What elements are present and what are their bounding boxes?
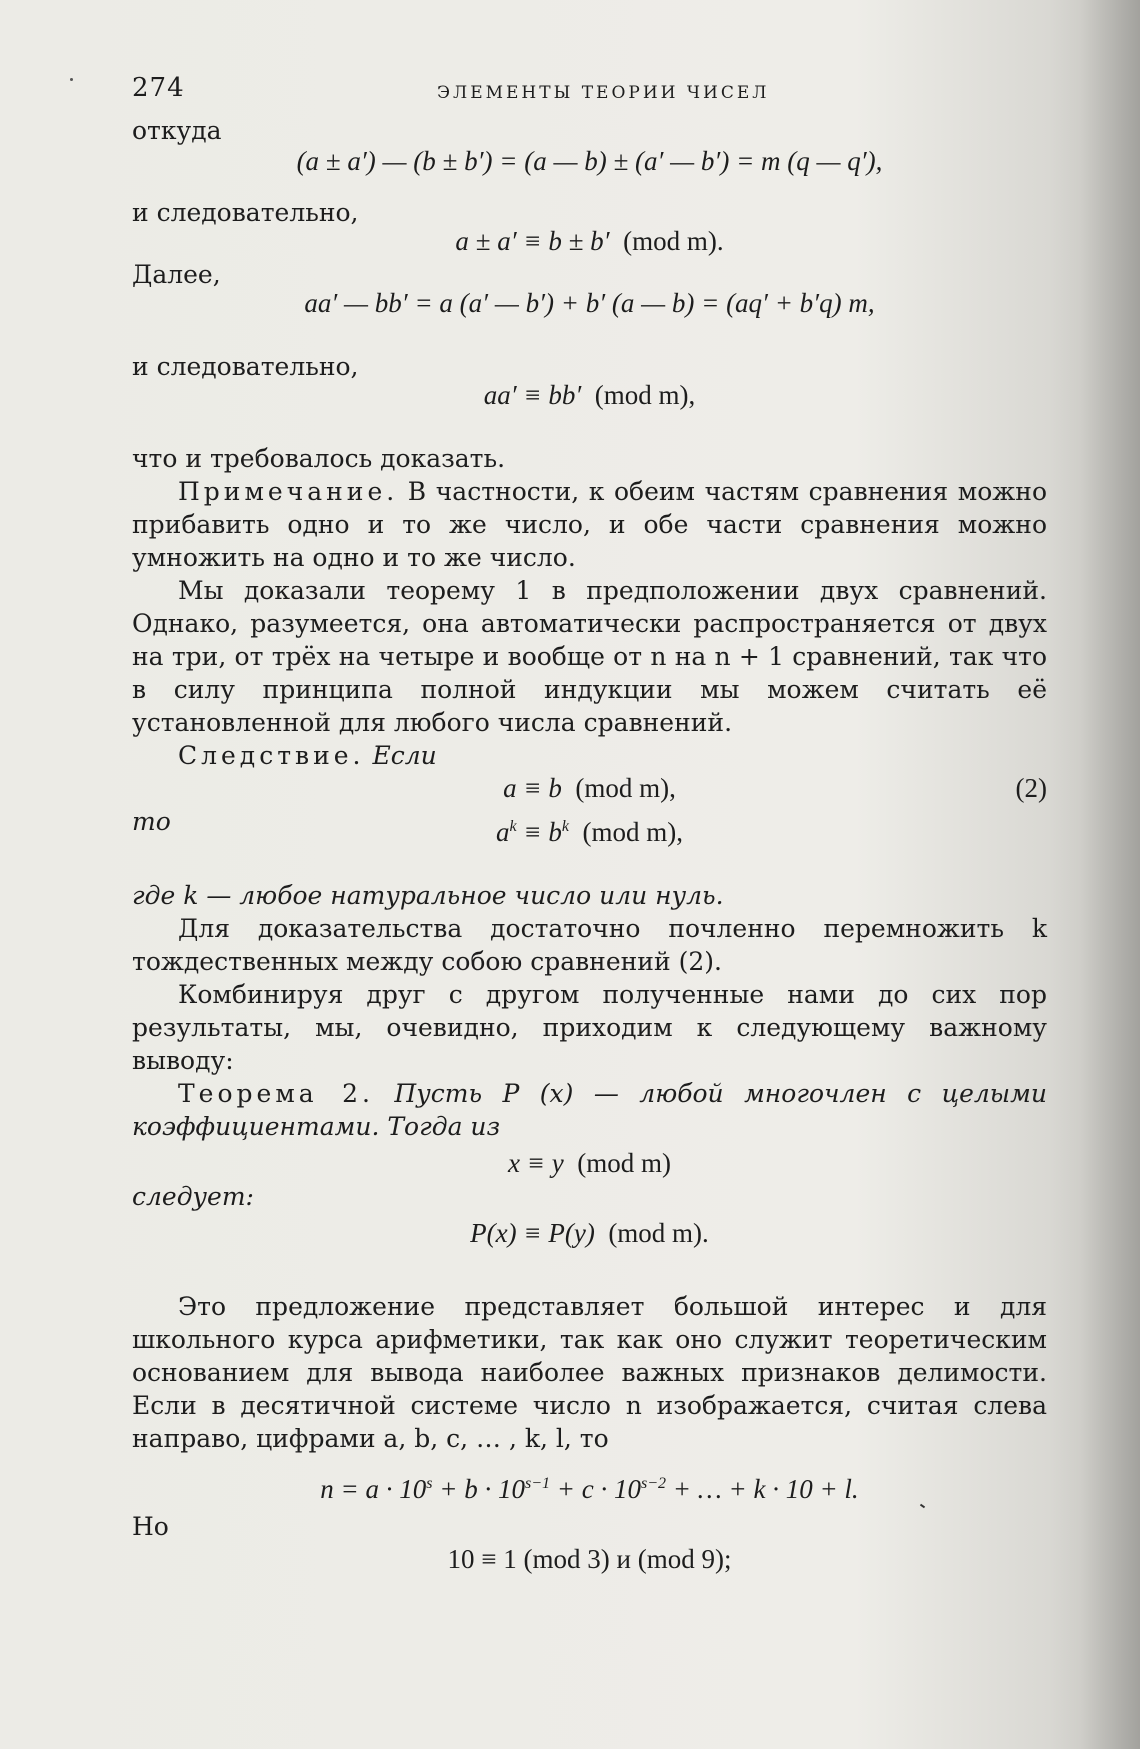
formula-6-base: a xyxy=(496,817,510,847)
paragraph: Комбинируя друг с другом полученные нами до сих пор результаты, мы, очевидно, приходим к следующему важному выводу: xyxy=(132,980,1047,1075)
theorem-paragraph xyxy=(132,1077,1047,1143)
corollary-if: Если xyxy=(364,741,437,770)
text-line: что и требовалось доказать. xyxy=(132,444,506,473)
formula-4-mod: (mod m), xyxy=(594,380,696,410)
formula-8 xyxy=(132,1217,1047,1250)
formula-2 xyxy=(132,225,1047,258)
paragraph: Для доказательства достаточно почленно перемножить k тождественных между собою сравнений (2). xyxy=(132,914,1047,976)
formula-10: 10 ≡ 1 (mod 3) и (mod 9); xyxy=(447,1544,732,1574)
formula-9 xyxy=(132,1473,1047,1506)
scan-speck xyxy=(70,78,73,81)
formula-5-body: a ≡ b xyxy=(503,773,562,803)
formula-6-mod: (mod m), xyxy=(582,817,683,847)
paragraph: Это предложение представляет большой интерес и для школьного курса арифметики, так как оно служит теоретическим основанием для вывода наиболее важных признаков делимости. Если в десятичной системе число n изображается, считая слева направо, цифрами a, b, c, … , k, l, то xyxy=(132,1292,1047,1453)
remark-paragraph xyxy=(132,475,1047,574)
remark-text: В частности, к обеим частям сравнения можно прибавить одно и то же число, и обе части сравнения можно умножить на одно и то же число. xyxy=(132,477,1047,572)
formula-5-mod: (mod m), xyxy=(575,773,676,803)
text-line: откуда xyxy=(132,116,222,145)
formula-8-body: P(x) ≡ P(y) xyxy=(470,1218,595,1248)
paragraph: Мы доказали теорему 1 в предположении двух сравнений. Однако, разумеется, она автоматически распространяется от двух на три, от трёх на четыре и вообще от n на n + 1 сравнений, так что в силу принципа полной индукции мы можем считать её установленной для любого числа сравнений. xyxy=(132,576,1047,737)
theorem-text: Пусть P (x) — любой многочлен с целыми коэффициентами. Тогда из xyxy=(132,1079,1047,1141)
remark-label: Примечание. xyxy=(178,477,399,506)
formula-3: aa′ — bb′ = a (a′ — b′) + b′ (a — b) = (aq′ + b′q) m, xyxy=(304,288,875,318)
formula-8-mod: (mod m). xyxy=(608,1218,709,1248)
formula-9-part: + b · 10 xyxy=(432,1474,525,1504)
formula-9-exp: s−2 xyxy=(641,1475,667,1492)
formula-1: (a ± a′) — (b ± b′) = (a — b) ± (a′ — b′) = m (q — q′), xyxy=(296,146,883,176)
formula-5 xyxy=(132,772,1047,805)
text-line: и следовательно, xyxy=(132,198,359,227)
formula-2-body: a ± a′ ≡ b ± b′ xyxy=(455,226,610,256)
page-header xyxy=(132,62,1047,114)
corollary-paragraph xyxy=(132,739,1047,772)
formula-6-mid: ≡ b xyxy=(516,817,562,847)
text-line: Далее, xyxy=(132,260,221,289)
page-edge-shadow xyxy=(1080,0,1140,1749)
page-content xyxy=(132,62,1047,1576)
equation-number: (2) xyxy=(1015,773,1047,803)
formula-7-body: x ≡ y xyxy=(508,1148,564,1178)
formula-4 xyxy=(132,379,1047,412)
text-line: и следовательно, xyxy=(132,352,359,381)
text-line: где k — любое натуральное число или нуль. xyxy=(132,881,724,910)
formula-9-part: + c · 10 xyxy=(550,1474,641,1504)
formula-9-part: n = a · 10 xyxy=(320,1474,427,1504)
text-line: Но xyxy=(132,1512,169,1541)
text-line: следует: xyxy=(132,1182,254,1211)
text-line: то xyxy=(132,807,171,836)
formula-9-exp: s xyxy=(426,1475,433,1492)
page-number: 274 xyxy=(132,73,185,103)
formula-7-mod: (mod m) xyxy=(577,1148,671,1178)
running-title: ЭЛЕМЕНТЫ ТЕОРИИ ЧИСЕЛ xyxy=(437,83,770,103)
formula-6-exp: k xyxy=(561,818,569,835)
formula-2-mod: (mod m). xyxy=(623,226,724,256)
formula-4-body: aa′ ≡ bb′ xyxy=(483,380,582,410)
theorem-label: Теорема 2. xyxy=(178,1079,374,1108)
formula-7 xyxy=(132,1147,1047,1180)
formula-6 xyxy=(132,816,1047,849)
formula-6-exp: k xyxy=(509,818,517,835)
formula-9-exp: s−1 xyxy=(525,1475,551,1492)
formula-9-part: + … + k · 10 + l. xyxy=(666,1474,859,1504)
corollary-label: Следствие. xyxy=(178,741,365,770)
